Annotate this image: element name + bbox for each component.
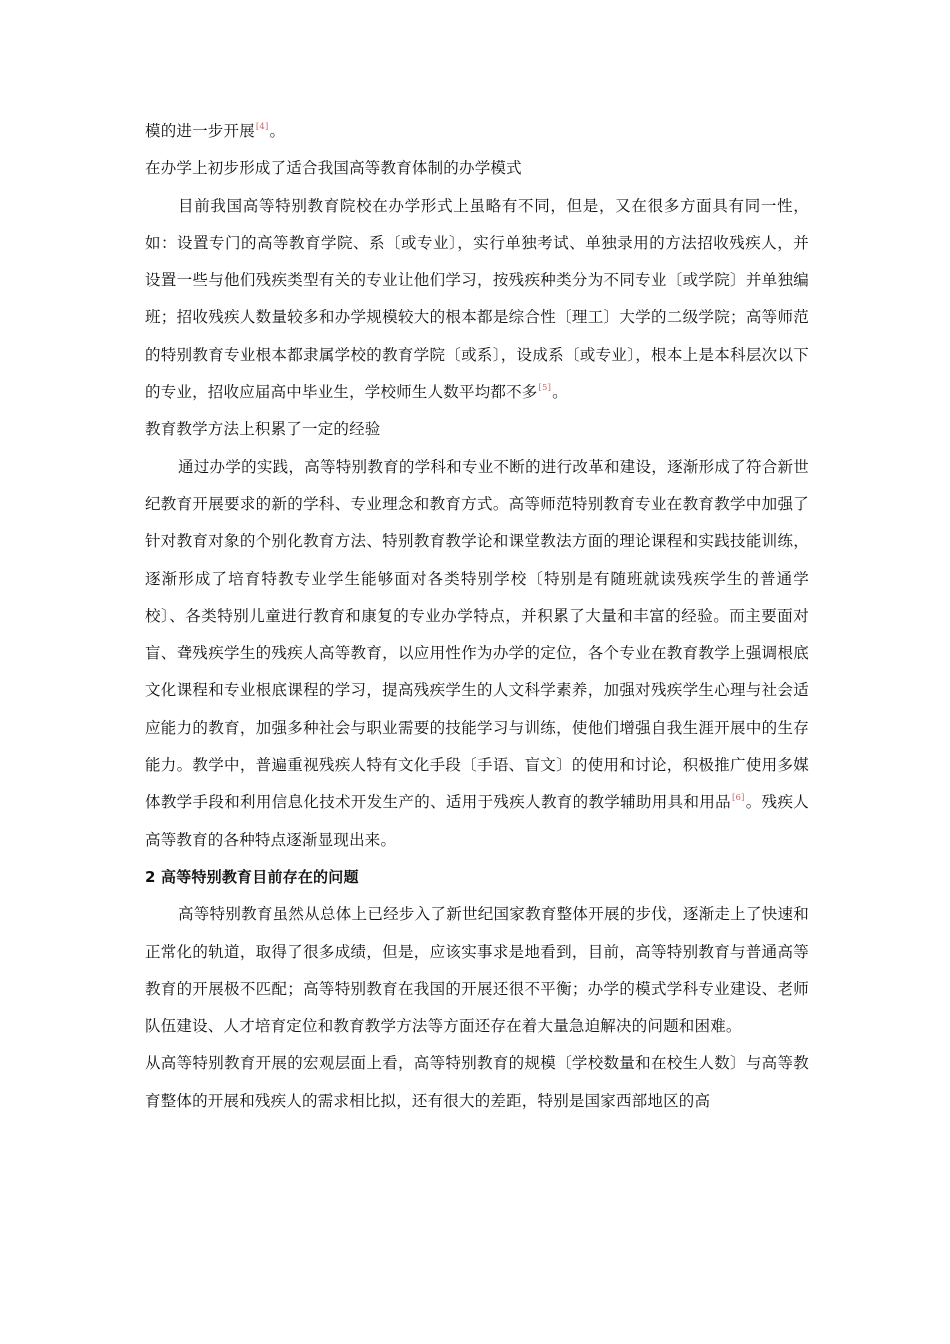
paragraph	[145, 896, 809, 1045]
citation-ref[interactable]: [6]	[732, 793, 745, 804]
citation-ref[interactable]: [5]	[538, 383, 552, 394]
paragraph-text: 通过办学的实践，高等特别教育的学科和专业不断的进行改革和建设，逐渐形成了符合新世纪教育开展要求的新的学科、专业理念和教育方式。高等师范特别教育专业在教育教学中加强了针对教育对象的个别化教育方法、特别教育教学论和课堂教法方面的理论课程和实践技能训练，逐渐形成了培育特教专业学生能够面对各类特别学校〔特别是有随班就读残疾学生的普通学校〕、各类特别儿童进行教育和康复的专业办学特点，并积累了大量和丰富的经验。而主要面对盲、聋残疾学生的残疾人高等教育，以应用性作为办学的定位，各个专业在教育教学上强调根底文化课程和专业根底课程的学习，提高残疾学生的人文科学素养，加强对残疾学生心理与社会适应能力的教育，加强多种社会与职业需要的技能学习与训练，使他们增强自我生涯开展中的生存能力。教学中，普遍重视残疾人特有文化手段〔手语、盲文〕的使用和讨论，积极推广使用多媒体教学手段和利用信息化技术开发生产的、适用于残疾人教育的教学辅助用具和用品	[145, 457, 809, 812]
section-subheading: 教育教学方法上积累了一定的经验	[145, 420, 381, 439]
paragraph-tail: 。	[269, 122, 286, 140]
paragraph	[145, 449, 809, 859]
citation-ref[interactable]: [4]	[255, 122, 269, 132]
paragraph-text: 高等特别教育虽然从总体上已经步入了新世纪国家教育整体开展的步伐，逐渐走上了快速和正常化的轨道，取得了很多成绩，但是，应该实事求是地看到，目前，高等特别教育与普通高等教育的开展极不匹配；高等特别教育在我国的开展还很不平衡；办学的模式学科专业建设、老师队伍建设、人才培育定位和教育教学方法等方面还存在着大量急迫解决的问题和困难。	[145, 905, 809, 1036]
document-page	[145, 113, 809, 1120]
paragraph-tail: 。	[552, 383, 568, 402]
paragraph-text: 从高等特别教育开展的宏观层面上看，高等特别教育的规模〔学校数量和在校生人数〕与高等教育整体的开展和残疾人的需求相比拟，还有很大的差距，特别是国家西部地区的高	[145, 1054, 809, 1110]
paragraph	[145, 188, 809, 412]
section-heading: 2 高等特别教育目前存在的问题	[145, 867, 359, 886]
section-subheading: 在办学上初步形成了适合我国高等教育体制的办学模式	[145, 159, 522, 178]
paragraph	[145, 1045, 809, 1120]
paragraph-text: 模的进一步开展	[145, 122, 255, 140]
paragraph-tail: 。残疾人高等教育的各种特点逐渐显现出来。	[145, 793, 809, 849]
paragraph-text: 目前我国高等特别教育院校在办学形式上虽略有不同，但是，又在很多方面具有同一性，如：设置专门的高等教育学院、系〔或专业〕，实行单独考试、单独录用的方法招收残疾人，并设置一些与他们残疾类型有关的专业让他们学习，按残疾种类分为不同专业〔或学院〕并单独编班；招收残疾人数量较多和办学规模较大的根本都是综合性〔理工〕大学的二级学院；高等师范的特别教育专业根本都隶属学校的教育学院〔或系〕，设成系〔或专业〕，根本上是本科层次以下的专业，招收应届高中毕业生，学校师生人数平均都不多	[145, 196, 809, 402]
paragraph-continuation	[145, 113, 809, 150]
